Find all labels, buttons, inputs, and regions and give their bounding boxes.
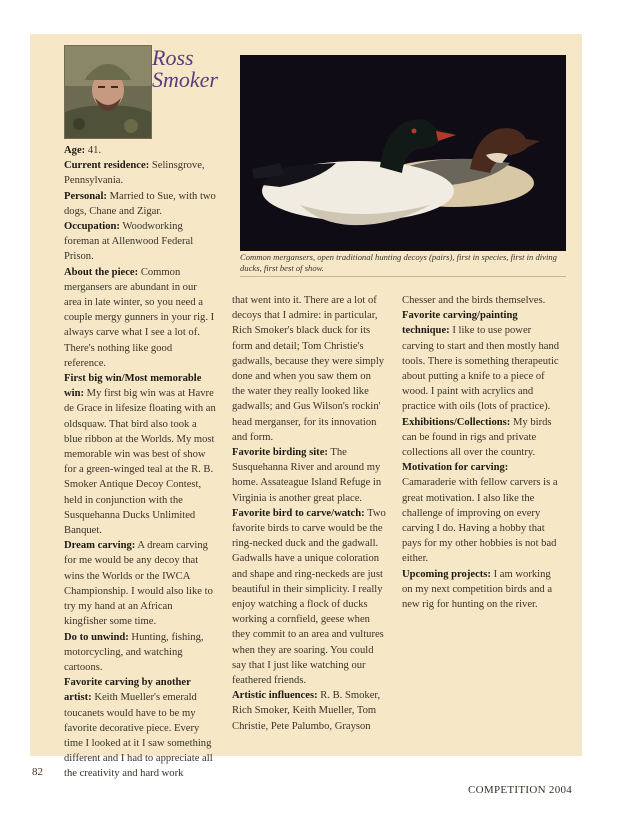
section-dream-carving [64, 538, 216, 629]
photo-caption: Common mergansers, open traditional hunting decoys (pairs), first in species, first in diving ducks, first best of show. [240, 252, 566, 277]
section-label: Current residence: [64, 160, 150, 172]
section-label: Favorite bird to carve/watch: [232, 507, 365, 519]
section-label: First big win/Most memorable win: [64, 373, 202, 400]
section-text: Two favorite birds to carve would be the ring-necked duck and the gadwall. Gadwalls have a unique coloration and shape and ring-neckeds are just beautiful in their simplicity. I really enjoy watching a flock of ducks working a cornfield, geese when they commit to an area and vultures when they are soaring. You could say that I just like watching our feathered friends. [232, 507, 386, 687]
column-3 [402, 293, 562, 612]
column-1 [64, 143, 216, 782]
portrait-image [65, 46, 151, 138]
section-upcoming [402, 567, 562, 613]
section-label: Age: [64, 145, 86, 156]
publication-footer: COMPETITION 2004 [468, 784, 573, 796]
section-label: Favorite carving by another artist: [64, 677, 191, 704]
section-unwind [64, 630, 216, 676]
section-label: About the piece: [64, 266, 139, 278]
section-motivation [402, 460, 562, 566]
section-label: Upcoming projects: [402, 568, 491, 580]
section-text: Selinsgrove, Pennsylvania. [64, 160, 205, 187]
decoy-photo [240, 55, 566, 251]
section-personal [64, 189, 216, 219]
section-text: I like to use power carving to start and then mostly hand tools. There is something therapeutic about putting a knife to a piece of wood. I paint with acrylics and practice with oils (lots of practice). [402, 325, 560, 413]
section-text: Camaraderie with fellow carvers is a great motivation. I also like the challenge of improving on every carving I do. Having a hobby that pays for my other hobbies is not bad either. [402, 477, 558, 565]
name-last: Smoker [152, 67, 218, 92]
section-exhibitions [402, 415, 562, 461]
page-number: 82 [32, 766, 43, 778]
section-text: Married to Sue, with two dogs, Chane and Zigar. [64, 190, 216, 217]
section-label: Motivation for carving: [402, 462, 509, 474]
section-text: I am working on my next competition birds and a new rig for hunting on the river. [402, 568, 553, 611]
section-label: Exhibitions/Collections: [402, 416, 511, 428]
column-2 [232, 293, 386, 734]
section-age [64, 143, 216, 158]
section-label: Dream carving: [64, 540, 136, 552]
section-text: 41. [87, 145, 102, 156]
section-favorite-carving [64, 675, 216, 781]
merganser-decoys-image [240, 55, 566, 251]
section-label: Artistic influences: [232, 690, 318, 702]
section-residence [64, 158, 216, 188]
section-label: Favorite birding site: [232, 447, 328, 459]
section-occupation [64, 219, 216, 265]
name-first: Ross [152, 45, 194, 70]
section-text: A dream carving for me would be any decoy that wins the Worlds or the IWCA Championship. I would also like to try my hand at an African kingfisher some time. [64, 540, 213, 628]
section-label: Occupation: [64, 221, 120, 233]
section-favorite-bird [232, 506, 386, 688]
section-text: My first big win was at Havre de Grace in lifesize floating with an oldsquaw. That bird also took a blue ribbon at the Worlds. My most memorable win was best of show for a green-winged teal at the R. B. Smoker Antique Decoy Contest, held in conjunction with the Susquehanna Ducks Unlimited Banquet. [64, 388, 216, 537]
section-text: Common mergansers are abundant in our area in late winter, so you need a couple mergy gunners in your rig. I always carve what I see a lot of. There's nothing like good reference. [64, 266, 215, 369]
column-3-lead: Chesser and the birds themselves. [402, 295, 546, 306]
section-text: My birds can be found in rigs and private collections all over the country. [402, 416, 552, 459]
carver-portrait [64, 45, 152, 139]
section-text: R. B. Smoker, Rich Smoker, Keith Mueller, Tom Christie, Pete Palumbo, Grayson [232, 690, 381, 732]
section-technique [402, 308, 562, 414]
section-label: Favorite carving/painting technique: [402, 310, 518, 337]
section-influences [232, 688, 386, 734]
carver-name [152, 47, 218, 91]
section-text: The Susquehanna River and around my home. Assateague Island Refuge in Virginia is another great place. [232, 447, 382, 504]
section-text: Hunting, fishing, motorcycling, and watching cartoons. [64, 631, 204, 673]
section-label: Do to unwind: [64, 631, 129, 643]
section-about-piece [64, 265, 216, 371]
section-text: Keith Mueller's emerald toucanets would have to be my favorite decorative piece. Every time I looked at it I saw something different and I had to appreciate all the creativity and hard work [64, 692, 213, 780]
section-label: Personal: [64, 190, 107, 202]
section-text: Woodworking foreman at Allenwood Federal Prison. [64, 221, 194, 263]
column-2-lead: that went into it. There are a lot of decoys that I admire: in particular, Rich Smoker's black duck for its form and detail; Tom Christie's gadwalls, because they were simply done and when you saw them on the water they really looked like gadwalls; and Gus Wilson's rockin' head merganser, for its innovation and form. [232, 295, 385, 443]
section-first-big-win [64, 371, 216, 538]
section-birding-site [232, 445, 386, 506]
